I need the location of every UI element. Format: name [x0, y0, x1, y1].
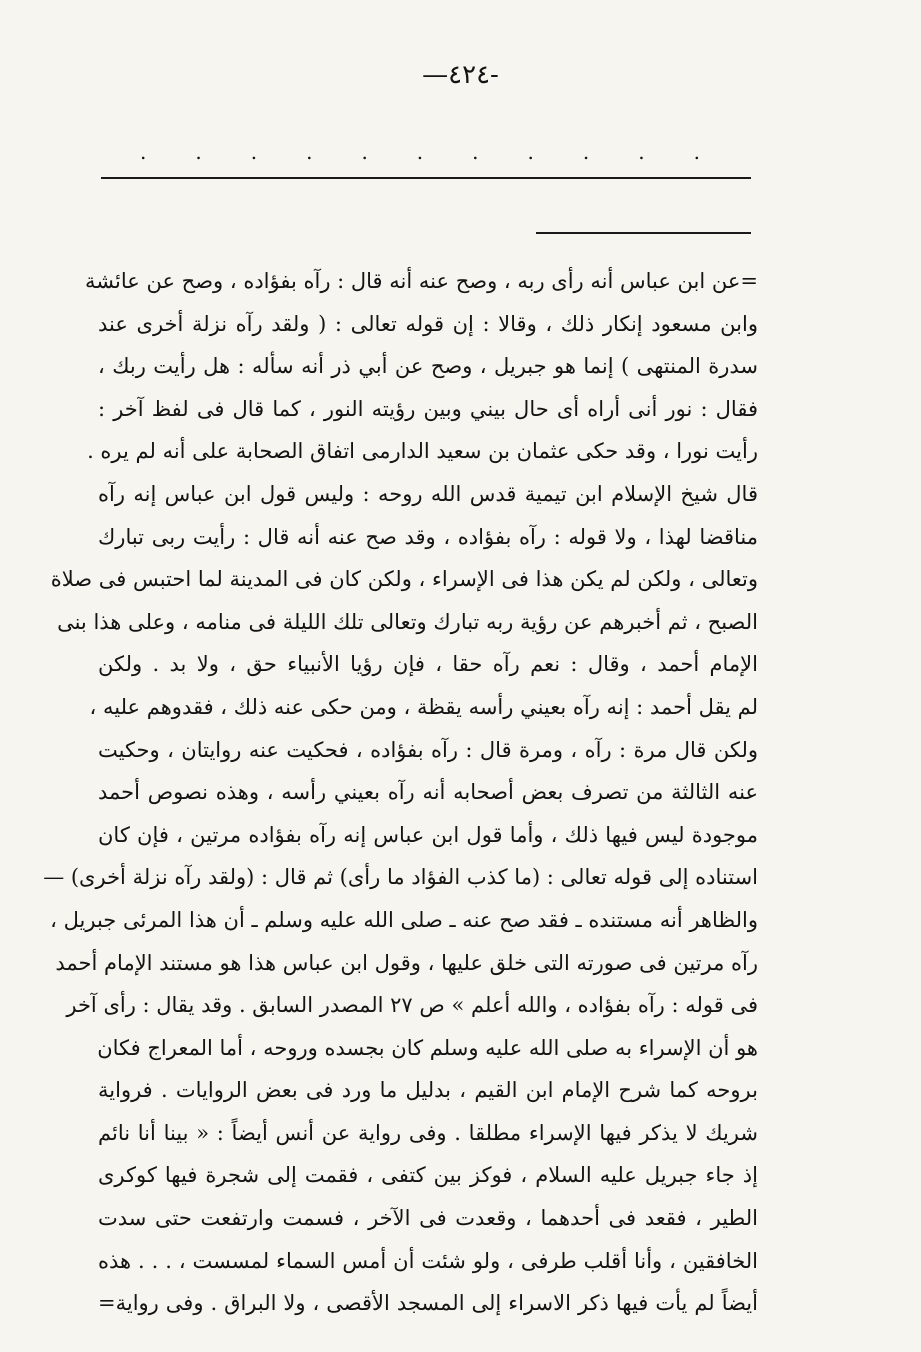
text-line: الطير ، فقعد فى أحدهما ، وقعدت فى الآخر ، فسمت وارتفعت حتى سدت — [98, 1206, 758, 1231]
ornament-dot: . — [195, 140, 202, 164]
text-line: موجودة ليس فيها ذلك ، وأما قول ابن عباس إنه رآه بفؤاده مرتين ، فإن كان — [98, 822, 758, 847]
text-line: عنه الثالثة من تصرف بعض أصحابه أنه رآه بعيني رأسه ، وهذه نصوص أحمد — [98, 780, 758, 805]
text-line: فقال : نور أنى أراه أى حال بيني وبين رؤيته النور ، كما قال فى لفظ آخر : — [98, 396, 758, 421]
text-line: بروحه كما شرح الإمام ابن القيم ، بدليل ما ورد فى بعض الروايات . فرواية — [98, 1078, 758, 1103]
text-line: وتعالى ، ولكن لم يكن هذا فى الإسراء ، ولكن كان فى المدينة لما احتبس فى صلاة — [50, 567, 758, 592]
footnote-separator-long — [101, 177, 751, 179]
page-number: —٤٢٤- — [422, 60, 499, 90]
ornament-dots — [140, 140, 700, 164]
ornament-dot: . — [361, 140, 368, 164]
text-line: شريك لا يذكر فيها الإسراء مطلقا . وفى رواية عن أنس أيضاً : « بينا أنا نائم — [98, 1120, 758, 1145]
text-line: هو أن الإسراء به صلى الله عليه وسلم كان بجسده وروحه ، أما المعراج فكان — [97, 1035, 758, 1060]
footnote-separator-short — [536, 232, 751, 234]
text-line: أيضاً لم يأت فيها ذكر الاسراء إلى المسجد الأقصى ، ولا البراق . وفى رواية= — [98, 1291, 758, 1316]
text-line: مناقضا لهذا ، ولا قوله : رآه بفؤاده ، وقد صح عنه أنه قال : رأيت ربى تبارك — [98, 524, 758, 549]
text-line: الخافقين ، وأنا أقلب طرفى ، ولو شئت أن أمس السماء لمسست ، . . . هذه — [98, 1248, 758, 1273]
ornament-dot: . — [250, 140, 258, 164]
text-line: استناده إلى قوله تعالى : (ما كذب الفؤاد ما رأى) ثم قال : (ولقد رآه نزلة أخرى) — — [43, 865, 758, 890]
text-line: رأيت نورا ، وقد حكى عثمان بن سعيد الدارمى اتفاق الصحابة على أنه لم يره . — [87, 439, 758, 464]
ornament-dot: . — [472, 140, 479, 164]
text-line: قال شيخ الإسلام ابن تيمية قدس الله روحه : وليس قول ابن عباس إنه رآه — [98, 481, 758, 506]
text-line: إذ جاء جبريل عليه السلام ، فوكز بين كتفى ، فقمت إلى شجرة فيها كوكرى — [98, 1163, 758, 1188]
text-line: ولكن قال مرة : رآه ، ومرة قال : رآه بفؤاده ، فحكيت عنه روايتان ، وحكيت — [98, 737, 758, 762]
ornament-dot: . — [693, 140, 700, 164]
ornament-dot: . — [527, 140, 534, 164]
text-line: رآه مرتين فى صورته التى خلق عليها ، وقول ابن عباس هذا هو مستند الإمام أحمد — [55, 950, 758, 975]
text-line: سدرة المنتهى ) إنما هو جبريل ، وصح عن أبي ذر أنه سأله : هل رأيت ربك ، — [98, 354, 758, 379]
text-line: الصبح ، ثم أخبرهم عن رؤية ربه تبارك وتعالى تلك الليلة فى منامه ، وعلى هذا بنى — [57, 609, 758, 634]
text-line: لم يقل أحمد : إنه رآه بعيني رأسه يقظة ، ومن حكى عنه ذلك ، فقدوهم عليه ، — [89, 694, 758, 719]
ornament-dot: . — [582, 140, 590, 164]
text-line: وابن مسعود إنكار ذلك ، وقالا : إن قوله تعالى : ( ولقد رآه نزلة أخرى عند — [98, 311, 758, 336]
text-line: والظاهر أنه مستنده ـ فقد صح عنه ـ صلى الله عليه وسلم ـ أن هذا المرئى جبريل ، — [50, 907, 758, 932]
ornament-dot: . — [140, 140, 147, 164]
ornament-dot: . — [638, 140, 645, 164]
text-line: الإمام أحمد ، وقال : نعم رآه حقا ، فإن رؤيا الأنبياء حق ، ولا بد . ولكن — [98, 652, 758, 677]
ornament-dot: . — [306, 140, 313, 164]
text-line: =عن ابن عباس أنه رأى ربه ، وصح عنه أنه قال : رآه بفؤاده ، وصح عن عائشة — [85, 269, 758, 293]
footnote-body — [43, 260, 758, 1325]
ornament-dot: . — [416, 140, 424, 164]
text-line: فى قوله : رآه بفؤاده ، والله أعلم » ص ٢٧ المصدر السابق . وقد يقال : رأى آخر — [66, 993, 758, 1018]
